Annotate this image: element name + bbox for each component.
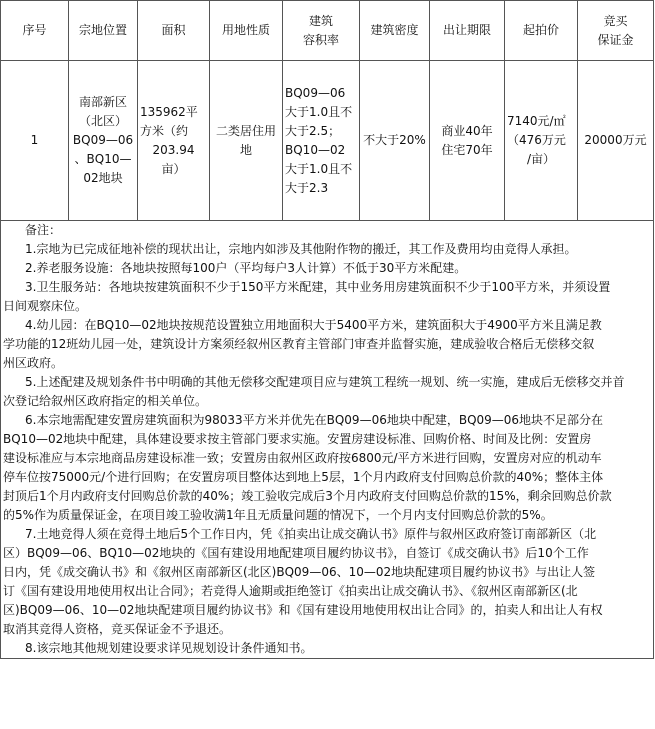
note-line: 停车位按75000元/个进行回购；在安置房项目整体达到地上5层，1个月内政府支付回购总价款的40%；整体主体	[3, 470, 604, 484]
note-item	[3, 411, 651, 525]
note-line: 1.宗地为已完成征地补偿的现状出让，宗地内如涉及其他附作物的搬迁，其工作及费用均由竞得人承担。	[25, 242, 577, 256]
note-item	[3, 240, 651, 259]
cell-density: 不大于20%	[360, 61, 430, 221]
note-item	[3, 278, 651, 316]
note-line: 5.上述配建及规划条件书中明确的其他无偿移交配建项目应与建筑工程统一规划、统一实施，建成后无偿移交并首	[25, 375, 625, 389]
notes-cell	[1, 221, 654, 659]
note-line: 6.本宗地需配建安置房建筑面积为98033平方米并优先在BQ09—06地块中配建，BQ09—06地块不足部分在	[25, 413, 604, 427]
note-item	[3, 316, 651, 373]
note-line: 区）BQ09—06、BQ10—02地块的《国有建设用地配建项目履约协议书》，自签订《成交确认书》后10个工作	[3, 546, 589, 560]
header-price: 起拍价	[505, 1, 578, 61]
note-line: 2.养老服务设施：各地块按照每100户（平均每户3人计算）不低于30平方米配建。	[25, 261, 467, 275]
table-header-row	[1, 1, 654, 61]
note-item	[3, 639, 651, 658]
note-line: 学功能的12班幼儿园一处，建筑设计方案须经叙州区教育主管部门审查并监督实施，建成验收合格后无偿移交叙	[3, 337, 595, 351]
note-line: 建设标准应与本宗地商品房建设标准一致；安置房由叙州区政府按6800元/平方米进行回购，安置房对应的机动车	[3, 451, 602, 465]
notes-list	[3, 240, 651, 658]
cell-location: 南部新区 （北区） BQ09—06 、BQ10— 02地块	[69, 61, 138, 221]
cell-far: BQ09—06 大于1.0且不 大于2.5； BQ10—02 大于1.0且不 大于2.3	[283, 61, 360, 221]
note-line: 取消其竞得人资格，竞买保证金不予退还。	[3, 622, 232, 636]
notes-title: 备注：	[25, 223, 62, 237]
header-no: 序号	[1, 1, 69, 61]
note-line: 4.幼儿园：在BQ10—02地块按规范设置独立用地面积大于5400平方米，建筑面积大于4900平方米且满足教	[25, 318, 602, 332]
header-area: 面积	[138, 1, 210, 61]
note-line: 的5%作为质量保证金，在项目竣工验收满1年且无质量问题的情况下，一个月内支付回购总价款的5%。	[3, 508, 553, 522]
note-line: 日间观察床位。	[3, 299, 88, 313]
header-deposit: 竞买 保证金	[578, 1, 654, 61]
note-line: 8.该宗地其他规划建设要求详见规划设计条件通知书。	[25, 641, 313, 655]
note-item	[3, 373, 651, 411]
table-row	[1, 61, 654, 221]
header-term: 出让期限	[430, 1, 505, 61]
header-far: 建筑 容积率	[283, 1, 360, 61]
note-line: 3.卫生服务站：各地块按建筑面积不少于150平方米配建，其中业务用房建筑面积不少于100平方米，并须设置	[25, 280, 611, 294]
cell-deposit: 20000万元	[578, 61, 654, 221]
note-line: 州区政府。	[3, 356, 64, 370]
note-line: 次登记给叙州区政府指定的相关单位。	[3, 394, 208, 408]
note-item	[3, 525, 651, 639]
note-line: 订《国有建设用地使用权出让合同》；若竞得人逾期或拒绝签订《拍卖出让成交确认书》、《叙州区南部新区(北	[3, 584, 578, 598]
cell-no: 1	[1, 61, 69, 221]
cell-area: 135962平 方米（约 203.94 亩）	[138, 61, 210, 221]
note-item	[3, 259, 651, 278]
note-line: 7.土地竞得人须在竞得土地后5个工作日内，凭《拍卖出让成交确认书》原件与叙州区政府签订南部新区（北	[25, 527, 597, 541]
note-line: BQ10—02地块中配建，具体建设要求按主管部门要求实施。安置房建设标准、回购价格、时间及比例：安置房	[3, 432, 592, 446]
header-usage: 用地性质	[210, 1, 283, 61]
cell-price: 7140元/㎡ （476万元 /亩）	[505, 61, 578, 221]
cell-usage: 二类居住用 地	[210, 61, 283, 221]
note-line: 区)BQ09—06、10—02地块配建项目履约协议书》和《国有建设用地使用权出让合同》的，拍卖人和出让人有权	[3, 603, 603, 617]
header-location: 宗地位置	[69, 1, 138, 61]
cell-term: 商业40年 住宅70年	[430, 61, 505, 221]
note-line: 日内，凭《成交确认书》和《叙州区南部新区(北区)BQ09—06、10—02地块配建项目履约协议书》与出让人签	[3, 565, 596, 579]
note-line: 封顶后1个月内政府支付回购总价款的40%；竣工验收完成后3个月内政府支付回购总价款的15%，剩余回购总价款	[3, 489, 612, 503]
header-density: 建筑密度	[360, 1, 430, 61]
notes-row	[1, 221, 654, 659]
